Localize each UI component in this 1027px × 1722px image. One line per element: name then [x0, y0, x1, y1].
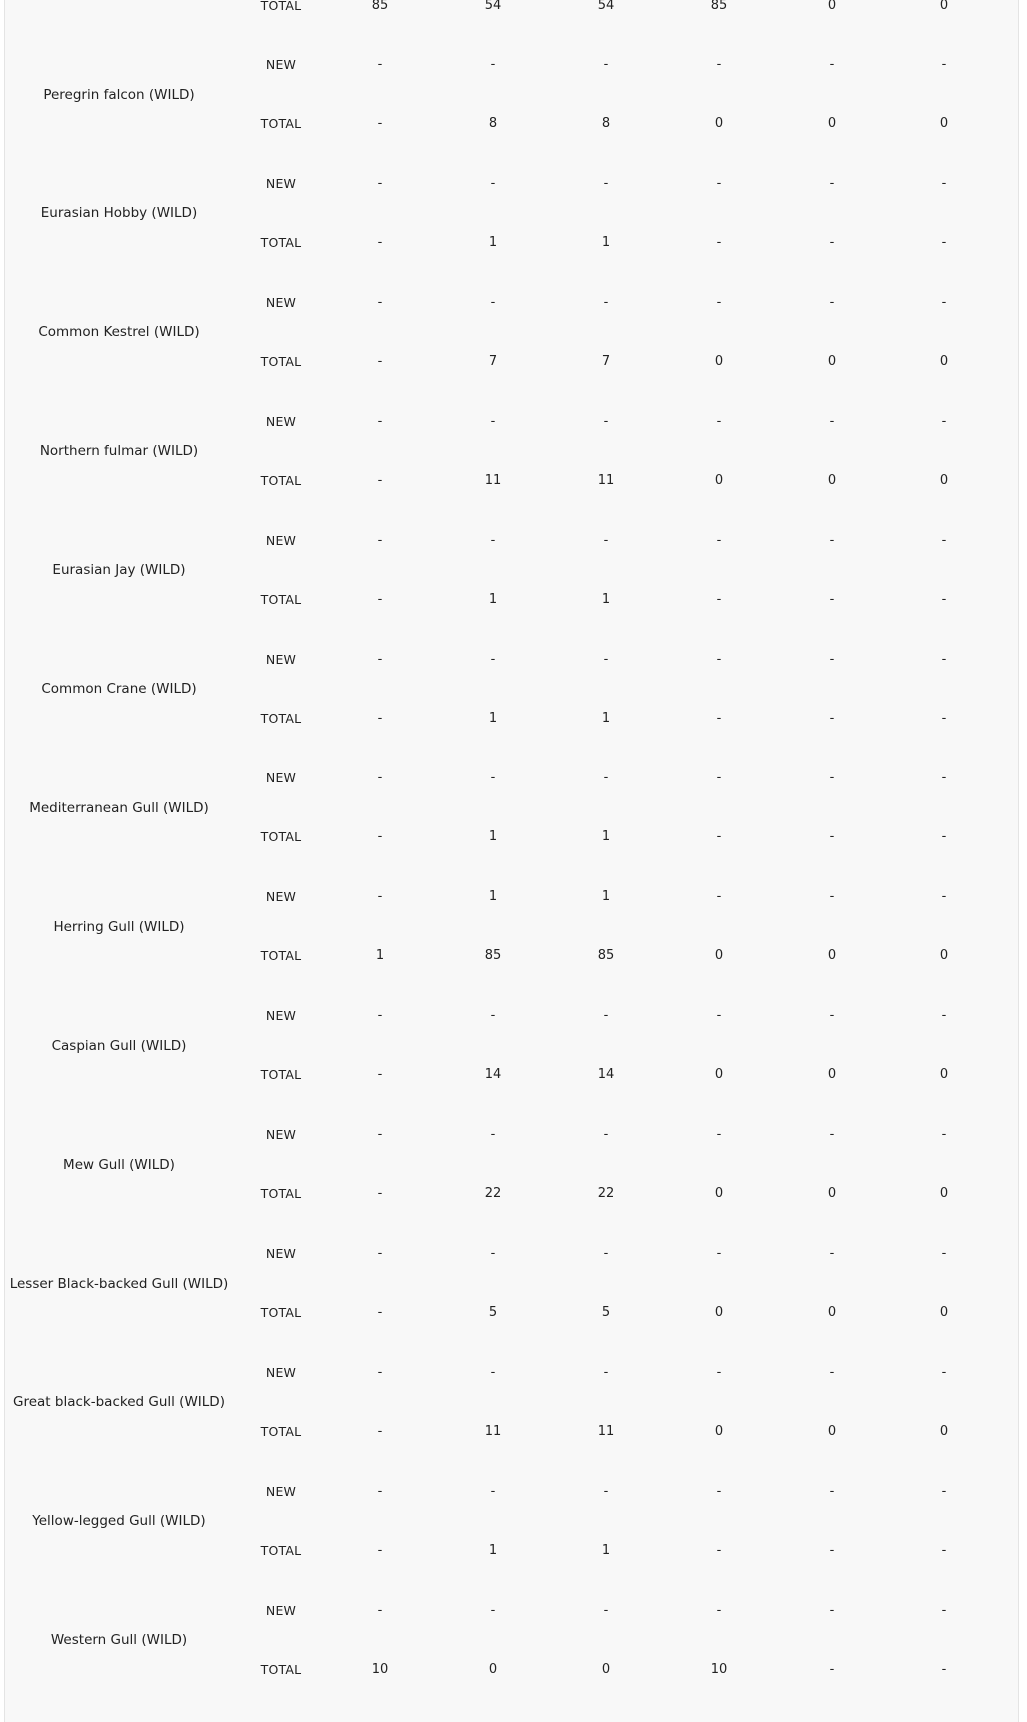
value-cell: 14: [484, 1067, 502, 1083]
row-type-label: NEW: [265, 1364, 297, 1380]
value-cell: -: [716, 1127, 722, 1143]
value-cell: 0: [827, 1067, 837, 1083]
species-name: Eurasian Hobby (WILD): [40, 205, 198, 222]
value-cell: 0: [939, 1423, 949, 1439]
row-type-label: TOTAL: [260, 591, 302, 607]
value-cell: 1: [488, 1542, 498, 1558]
value-cell: -: [941, 294, 947, 310]
value-cell: 0: [827, 1305, 837, 1320]
value-cell: -: [603, 1246, 609, 1261]
data-panel: [4, 0, 1019, 1722]
table-row-total: [5, 233, 1018, 253]
value-cell: 85: [371, 0, 389, 13]
value-cell: -: [716, 1542, 722, 1558]
value-cell: -: [941, 1127, 947, 1143]
value-cell: 0: [827, 1186, 837, 1202]
value-cell: 11: [597, 1423, 615, 1439]
value-cell: -: [377, 472, 383, 488]
value-cell: -: [941, 1246, 947, 1261]
value-cell: -: [377, 1246, 383, 1261]
species-name: Common Kestrel (WILD): [38, 324, 200, 341]
value-cell: -: [490, 1127, 496, 1143]
species-name: Northern fulmar (WILD): [39, 443, 199, 460]
table-row-total: [5, 1422, 1018, 1442]
value-cell: -: [377, 353, 383, 369]
value-cell: -: [829, 413, 835, 429]
value-cell: -: [490, 651, 496, 667]
value-cell: 1: [488, 889, 498, 905]
value-cell: -: [829, 651, 835, 667]
value-cell: -: [941, 591, 947, 607]
table-row-new: [5, 55, 1018, 75]
value-cell: -: [603, 1008, 609, 1024]
value-cell: 0: [827, 353, 837, 369]
value-cell: 1: [488, 591, 498, 607]
value-cell: -: [490, 1483, 496, 1499]
value-cell: -: [603, 532, 609, 548]
value-cell: -: [377, 591, 383, 607]
value-cell: 10: [710, 1661, 728, 1677]
value-cell: -: [829, 175, 835, 191]
value-cell: -: [829, 1602, 835, 1618]
value-cell: -: [490, 1364, 496, 1380]
row-type-label: NEW: [265, 1602, 297, 1618]
value-cell: -: [377, 175, 383, 191]
value-cell: 1: [488, 829, 498, 845]
value-cell: -: [716, 57, 722, 72]
value-cell: 0: [714, 1186, 724, 1202]
value-cell: -: [829, 234, 835, 250]
row-type-label: NEW: [265, 1127, 297, 1143]
value-cell: -: [377, 1483, 383, 1499]
table-row-new: [5, 531, 1018, 551]
row-type-label: NEW: [265, 1246, 297, 1261]
value-cell: -: [603, 1364, 609, 1380]
species-name: Caspian Gull (WILD): [51, 1037, 187, 1054]
value-cell: 7: [488, 353, 498, 369]
table-row-new: [5, 768, 1018, 788]
row-type-label: TOTAL: [260, 1423, 302, 1439]
value-cell: 54: [484, 0, 502, 13]
value-cell: 0: [939, 116, 949, 131]
value-cell: -: [829, 532, 835, 548]
value-cell: 22: [597, 1186, 615, 1202]
value-cell: -: [377, 770, 383, 786]
value-cell: 1: [488, 710, 498, 726]
table-row-total: [5, 1184, 1018, 1204]
table-row-total: [5, 471, 1018, 491]
table-row-total: [5, 1303, 1018, 1323]
value-cell: 0: [939, 948, 949, 964]
value-cell: 22: [484, 1186, 502, 1202]
value-cell: -: [490, 175, 496, 191]
value-cell: -: [941, 1483, 947, 1499]
value-cell: 1: [375, 948, 385, 964]
value-cell: -: [829, 591, 835, 607]
value-cell: 0: [827, 116, 837, 131]
value-cell: -: [716, 770, 722, 786]
value-cell: -: [829, 1661, 835, 1677]
value-cell: 1: [601, 1542, 611, 1558]
row-type-label: TOTAL: [260, 1542, 302, 1558]
value-cell: -: [377, 651, 383, 667]
table-row-total: [5, 0, 1018, 16]
value-cell: -: [829, 57, 835, 72]
row-type-label: TOTAL: [260, 472, 302, 488]
table-row-new: [5, 1244, 1018, 1264]
value-cell: -: [377, 1364, 383, 1380]
value-cell: -: [377, 829, 383, 845]
value-cell: 0: [714, 1305, 724, 1320]
value-cell: -: [377, 1127, 383, 1143]
value-cell: -: [941, 1364, 947, 1380]
value-cell: -: [377, 1008, 383, 1024]
row-type-label: TOTAL: [260, 710, 302, 726]
value-cell: -: [941, 770, 947, 786]
value-cell: 85: [597, 948, 615, 964]
value-cell: -: [716, 294, 722, 310]
value-cell: 0: [714, 948, 724, 964]
value-cell: -: [716, 591, 722, 607]
row-type-label: TOTAL: [260, 1305, 302, 1320]
value-cell: 0: [714, 472, 724, 488]
value-cell: -: [490, 1008, 496, 1024]
value-cell: 1: [601, 889, 611, 905]
table-row-new: [5, 174, 1018, 194]
species-name: Mediterranean Gull (WILD): [29, 799, 209, 816]
value-cell: -: [603, 294, 609, 310]
value-cell: -: [716, 175, 722, 191]
species-name: Great black-backed Gull (WILD): [13, 1394, 225, 1411]
value-cell: 1: [488, 234, 498, 250]
table-row-new: [5, 887, 1018, 907]
value-cell: -: [603, 1483, 609, 1499]
value-cell: -: [716, 1364, 722, 1380]
species-name: Mew Gull (WILD): [63, 1156, 175, 1173]
value-cell: 8: [601, 116, 611, 131]
value-cell: -: [603, 1127, 609, 1143]
table-row-total: [5, 946, 1018, 966]
value-cell: -: [377, 1423, 383, 1439]
value-cell: 0: [488, 1661, 498, 1677]
value-cell: -: [941, 413, 947, 429]
row-type-label: NEW: [265, 532, 297, 548]
value-cell: -: [603, 1602, 609, 1618]
table-row-new: [5, 650, 1018, 670]
value-cell: -: [716, 1602, 722, 1618]
value-cell: 11: [484, 1423, 502, 1439]
value-cell: -: [377, 294, 383, 310]
value-cell: -: [716, 1483, 722, 1499]
value-cell: -: [377, 532, 383, 548]
table-row-new: [5, 1363, 1018, 1383]
table-row-new: [5, 1482, 1018, 1502]
value-cell: -: [716, 651, 722, 667]
value-cell: -: [603, 57, 609, 72]
row-type-label: TOTAL: [260, 234, 302, 250]
value-cell: -: [490, 1246, 496, 1261]
value-cell: -: [377, 1305, 383, 1320]
value-cell: -: [829, 770, 835, 786]
value-cell: -: [490, 1602, 496, 1618]
value-cell: 0: [714, 116, 724, 131]
value-cell: 0: [939, 1067, 949, 1083]
value-cell: -: [829, 1127, 835, 1143]
value-cell: -: [941, 234, 947, 250]
species-name: Western Gull (WILD): [50, 1632, 188, 1649]
table-row-new: [5, 1125, 1018, 1145]
value-cell: 7: [601, 353, 611, 369]
value-cell: 54: [597, 0, 615, 13]
value-cell: -: [603, 175, 609, 191]
value-cell: -: [716, 1246, 722, 1261]
value-cell: -: [716, 710, 722, 726]
species-name: Herring Gull (WILD): [53, 918, 185, 935]
value-cell: 1: [601, 829, 611, 845]
value-cell: 0: [601, 1661, 611, 1677]
table-row-total: [5, 352, 1018, 372]
value-cell: -: [941, 532, 947, 548]
value-cell: -: [490, 294, 496, 310]
value-cell: -: [490, 57, 496, 72]
value-cell: -: [490, 413, 496, 429]
value-cell: -: [377, 1602, 383, 1618]
value-cell: -: [941, 175, 947, 191]
row-type-label: NEW: [265, 889, 297, 905]
row-type-label: TOTAL: [260, 1186, 302, 1202]
row-type-label: NEW: [265, 1008, 297, 1024]
value-cell: -: [716, 532, 722, 548]
row-type-label: TOTAL: [260, 353, 302, 369]
row-type-label: TOTAL: [260, 1661, 302, 1677]
value-cell: -: [829, 1364, 835, 1380]
table-row-total: [5, 1065, 1018, 1085]
value-cell: -: [377, 1542, 383, 1558]
value-cell: -: [716, 234, 722, 250]
species-name: Yellow-legged Gull (WILD): [32, 1513, 206, 1530]
table-row-total: [5, 709, 1018, 729]
value-cell: -: [941, 889, 947, 905]
table-row-total: [5, 1660, 1018, 1680]
row-type-label: TOTAL: [260, 0, 302, 13]
value-cell: 0: [714, 1067, 724, 1083]
species-name: Common Crane (WILD): [41, 681, 197, 697]
value-cell: -: [941, 710, 947, 726]
row-type-label: NEW: [265, 1483, 297, 1499]
value-cell: -: [829, 1483, 835, 1499]
value-cell: 11: [484, 472, 502, 488]
table-row-new: [5, 293, 1018, 313]
value-cell: -: [377, 710, 383, 726]
value-cell: 0: [939, 0, 949, 13]
table-row-total: [5, 827, 1018, 847]
value-cell: -: [941, 57, 947, 72]
species-name: Lesser Black-backed Gull (WILD): [9, 1275, 229, 1292]
value-cell: 11: [597, 472, 615, 488]
value-cell: 0: [714, 1423, 724, 1439]
value-cell: 0: [939, 472, 949, 488]
value-cell: 0: [939, 353, 949, 369]
value-cell: 0: [939, 1305, 949, 1320]
value-cell: -: [829, 829, 835, 845]
value-cell: -: [829, 710, 835, 726]
value-cell: 0: [827, 472, 837, 488]
value-cell: 0: [714, 353, 724, 369]
species-name: Peregrin falcon (WILD): [43, 86, 195, 103]
value-cell: 0: [939, 1186, 949, 1202]
value-cell: -: [829, 889, 835, 905]
table-row-total: [5, 590, 1018, 610]
value-cell: -: [377, 57, 383, 72]
value-cell: -: [377, 413, 383, 429]
row-type-label: NEW: [265, 57, 297, 72]
value-cell: -: [829, 1542, 835, 1558]
value-cell: -: [941, 651, 947, 667]
table-row-new: [5, 1601, 1018, 1621]
value-cell: -: [377, 1186, 383, 1202]
value-cell: 0: [827, 0, 837, 13]
value-cell: -: [490, 532, 496, 548]
value-cell: -: [941, 1602, 947, 1618]
row-type-label: NEW: [265, 651, 297, 667]
value-cell: -: [716, 889, 722, 905]
row-type-label: TOTAL: [260, 1067, 302, 1083]
value-cell: -: [716, 413, 722, 429]
value-cell: 85: [484, 948, 502, 964]
value-cell: -: [716, 829, 722, 845]
value-cell: 5: [601, 1305, 611, 1320]
row-type-label: NEW: [265, 294, 297, 310]
value-cell: 1: [601, 710, 611, 726]
value-cell: -: [377, 889, 383, 905]
value-cell: -: [941, 829, 947, 845]
value-cell: -: [829, 1246, 835, 1261]
value-cell: -: [941, 1661, 947, 1677]
table-row-new: [5, 1006, 1018, 1026]
value-cell: -: [603, 770, 609, 786]
value-cell: -: [829, 1008, 835, 1024]
value-cell: 1: [601, 591, 611, 607]
value-cell: 0: [827, 1423, 837, 1439]
value-cell: -: [941, 1542, 947, 1558]
value-cell: 85: [710, 0, 728, 13]
value-cell: -: [377, 116, 383, 131]
row-type-label: NEW: [265, 413, 297, 429]
value-cell: -: [941, 1008, 947, 1024]
table-row-total: [5, 114, 1018, 134]
value-cell: -: [377, 1067, 383, 1083]
row-type-label: TOTAL: [260, 948, 302, 964]
table-row-new: [5, 412, 1018, 432]
row-type-label: TOTAL: [260, 829, 302, 845]
row-type-label: NEW: [265, 175, 297, 191]
value-cell: -: [829, 294, 835, 310]
table-row-total: [5, 1541, 1018, 1561]
value-cell: -: [490, 770, 496, 786]
row-type-label: TOTAL: [260, 116, 302, 131]
value-cell: 1: [601, 234, 611, 250]
value-cell: 0: [827, 948, 837, 964]
value-cell: 5: [488, 1305, 498, 1320]
value-cell: 8: [488, 116, 498, 131]
value-cell: -: [377, 234, 383, 250]
value-cell: -: [716, 1008, 722, 1024]
row-type-label: NEW: [265, 770, 297, 786]
value-cell: -: [603, 651, 609, 667]
value-cell: 10: [371, 1661, 389, 1677]
species-name: Eurasian Jay (WILD): [52, 562, 186, 579]
value-cell: -: [603, 413, 609, 429]
value-cell: 14: [597, 1067, 615, 1083]
